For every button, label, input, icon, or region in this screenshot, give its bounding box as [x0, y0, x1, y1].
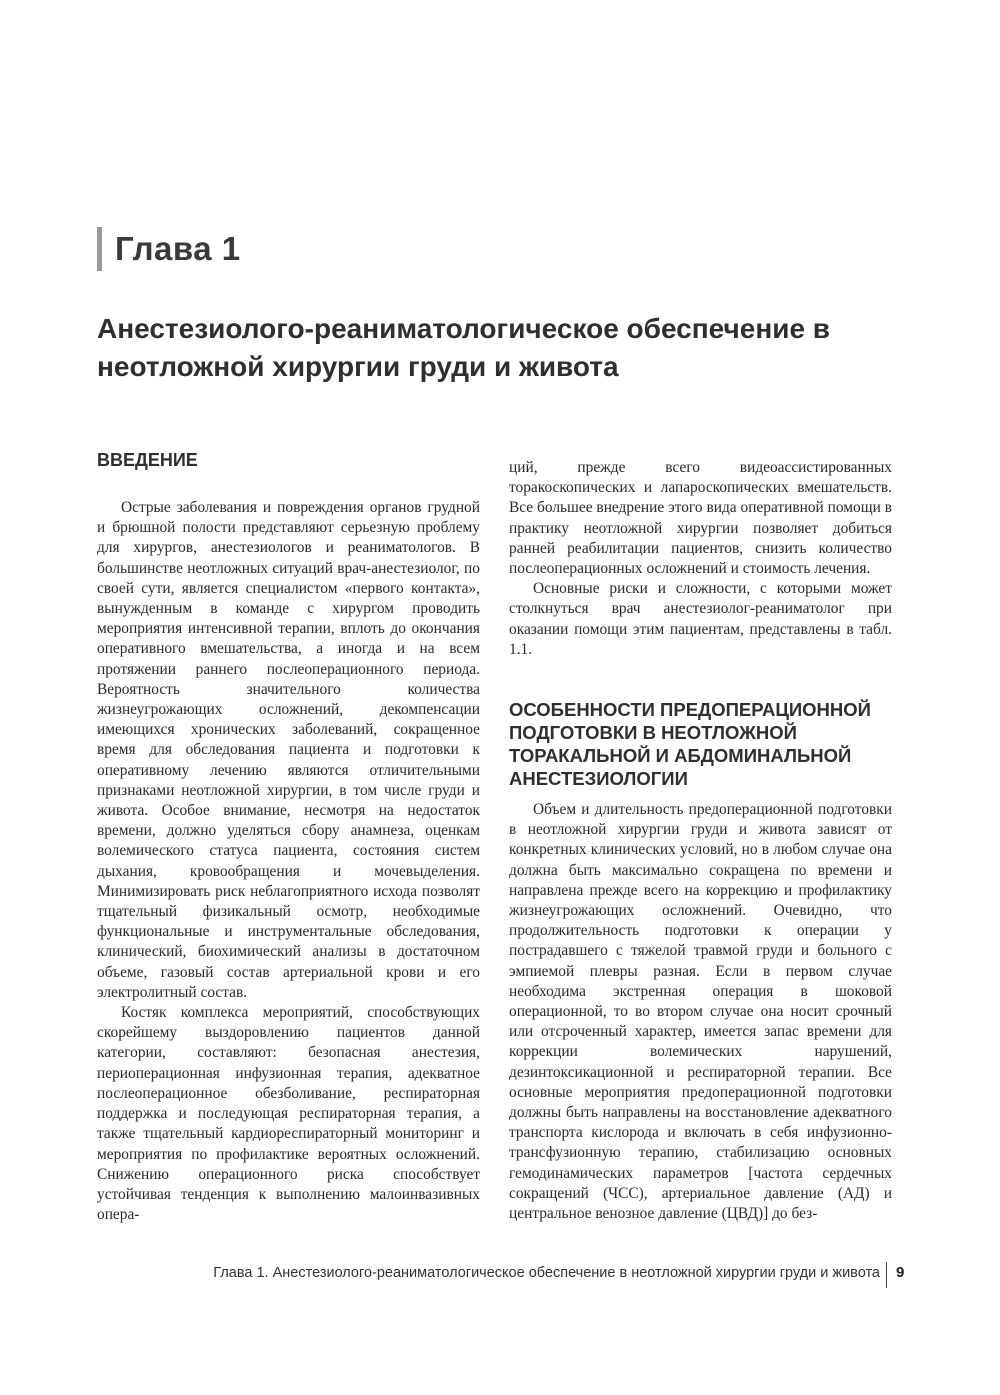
page-footer	[0, 1262, 1000, 1290]
chapter-title: Анестезиолого-реаниматологическое обеспечение в неотложной хирургии груди и живота	[97, 313, 831, 382]
features-paragraph: Объем и длительность предоперационной подготовки в неотложной хирургии груди и живота зависят от конкретных клинических условий, но в любом случае она должна быть максимально сокращена по времени и направлена прежде всего на коррекцию и профилактику жизнеугрожающих осложнений. Очевидно, что продолжительность подготовки к операции у пострадавшего с тяжелой травмой груди и больного с эмпиемой плевры разная. Если в первом случае необходима экстренная операция в шоковой операционной, то во втором случае она носит срочный или отсроченный характер, имеется запас времени для коррекции волемических нарушений, дезинтоксикационной и респираторной терапии. Все основные мероприятия предоперационной подготовки должны быть направлены на восстановление адекватного транспорта кислорода и включать в себя инфузионно-трансфузионную терапию, стабилизацию основных гемодинамических параметров [частота сердечных сокращений (ЧСС), артериальное давление (АД) и центральное венозное давление (ЦВД)] до без-	[509, 801, 892, 1223]
running-title: Глава 1. Анестезиолого-реаниматологическое обеспечение в неотложной хирургии груди и живота	[213, 1265, 880, 1281]
features-heading: ОСОБЕННОСТИ ПРЕДОПЕРАЦИОННОЙ ПОДГОТОВКИ В НЕОТЛОЖНОЙ ТОРАКАЛЬНОЙ И АБДОМИНАЛЬНОЙ АНЕСТЕЗИОЛОГИИ	[509, 699, 871, 790]
page-number: 9	[896, 1264, 905, 1281]
intro-paragraph-1: Острые заболевания и повреждения органов грудной и брюшной полости представляют серьезную проблему для хирургов, анестезиологов и реаниматологов. В большинстве неотложных ситуаций врач-анестезиолог, по своей сути, является специалистом «первого контакта», вынужденным в команде с хирургом проводить мероприятия интенсивной терапии, вплоть до окончания оперативного вмешательства, а иногда и на всем протяжении раннего послеоперационного периода. Вероятность значительного количества жизнеугрожающих осложнений, декомпенсации имеющихся хронических заболеваний, сокращенное время для обследования пациента и подготовки к оперативному лечению являются отличительными признаками неотложной хирургии, в том числе груди и живота. Особое внимание, несмотря на недостаток времени, должно уделяться сбору анамнеза, оценкам волемического статуса пациента, состояния систем дыхания, кровообращения и мочевыделения. Минимизировать риск неблагоприятного исхода позволят тщательный физикальный осмотр, необходимые функциональные и инструментальные обследования, клинический, биохимический анализы в достаточном объеме, газовый состав артериальной крови и его электролитный состав.	[97, 499, 480, 1001]
intro-paragraph-2: Костяк комплекса мероприятий, способствующих скорейшему выздоровлению пациентов данной категории, составляют: безопасная анестезия, периоперационная инфузионная терапия, адекватное послеоперационное обезболивание, респираторная поддержка и последующая респираторная терапия, а также тщательный кардиореспираторный мониторинг и мероприятия по профилактике вероятных осложнений. Снижению операционного риска способствует устойчивая тенденция к выполнению малоинвазивных опера-	[97, 1004, 480, 1224]
left-column	[97, 448, 480, 1225]
chapter-number: Глава 1	[115, 230, 241, 267]
intro-continuation-paragraph: ций, прежде всего видеоассистированных торакоскопических и лапароскопических вмешательств. Все большее внедрение этого вида оперативной помощи в практику неотложной хирургии позволяет добиться ранней реабилитации пациентов, снизить количество послеоперационных осложнений и стоимость лечения.	[509, 459, 892, 578]
intro-heading: ВВЕДЕНИЕ	[97, 450, 198, 470]
chapter-label	[97, 226, 241, 272]
intro-risks-paragraph: Основные риски и сложности, с которыми может столкнуться врач анестезиолог-реаниматолог при оказании помощи этим пациентам, представлены в табл. 1.1.	[509, 580, 892, 658]
right-column	[509, 458, 892, 1224]
chapter-marker-bar	[97, 227, 102, 271]
footer-divider	[886, 1262, 887, 1288]
